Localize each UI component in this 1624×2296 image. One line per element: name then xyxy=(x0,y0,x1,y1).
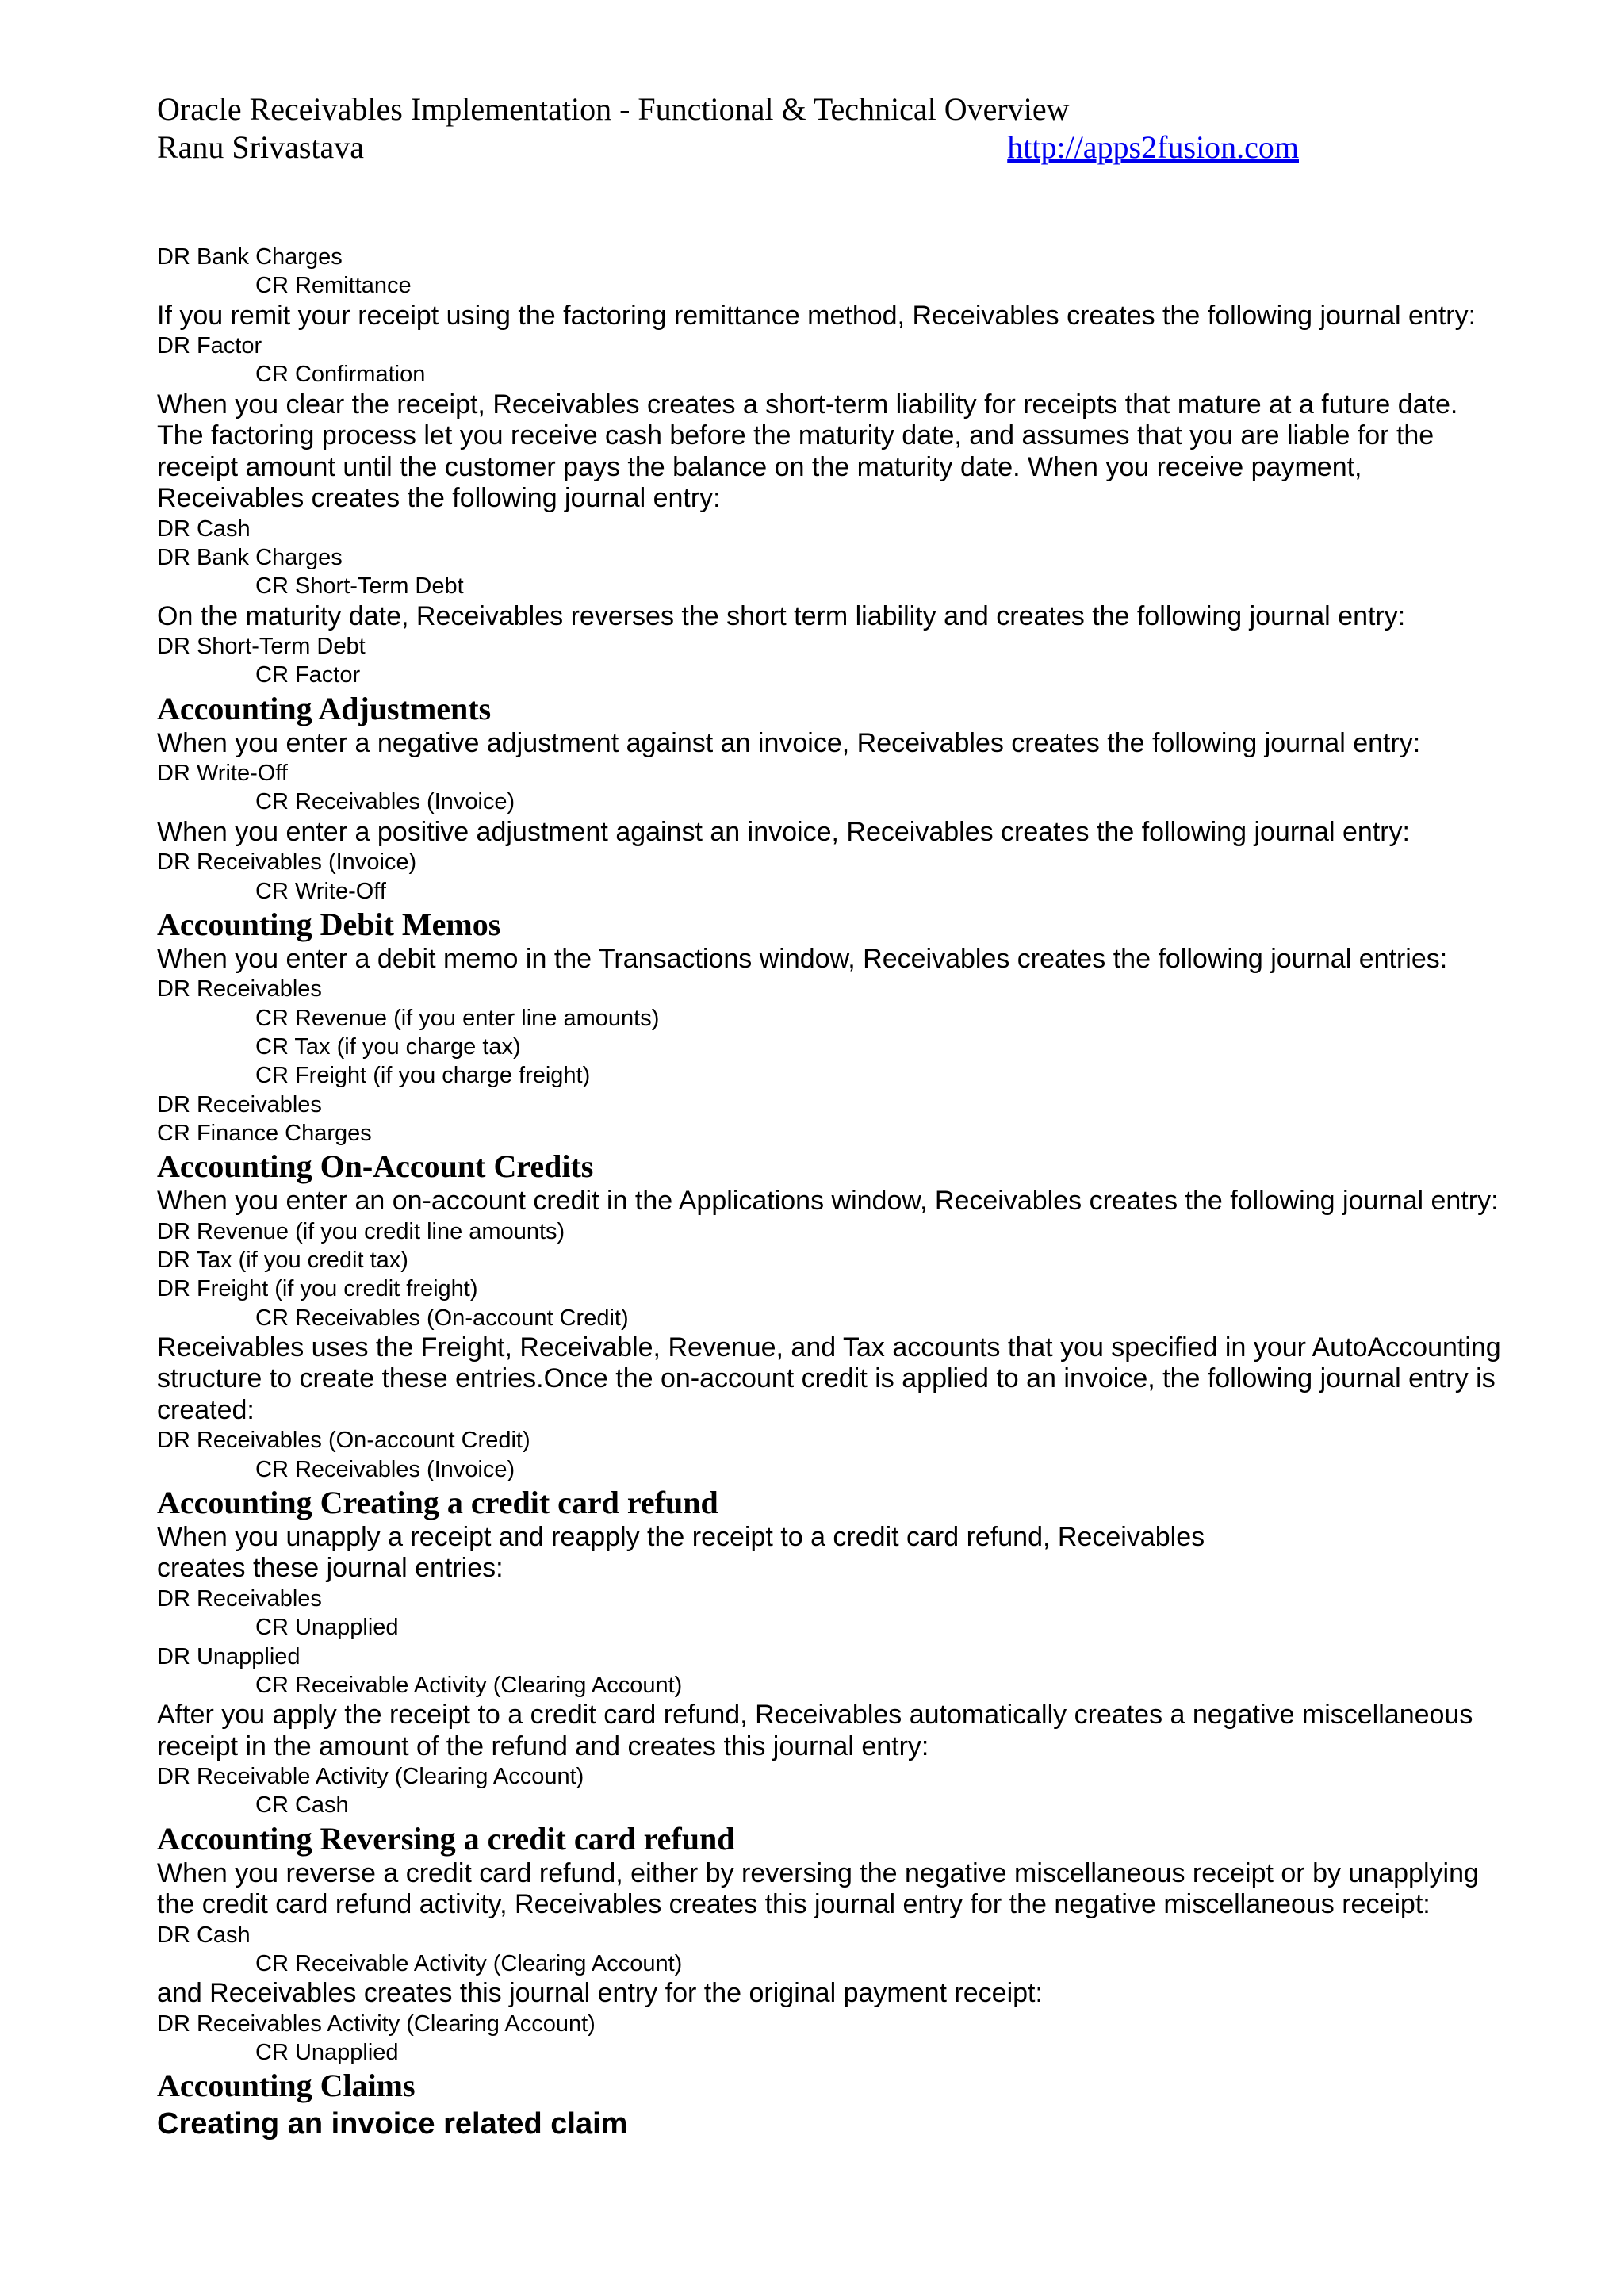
journal-entry-line: DR Tax (if you credit tax) xyxy=(157,1247,408,1273)
body-paragraph-line: receipt in the amount of the refund and creates this journal entry: xyxy=(157,1731,929,1761)
body-paragraph-line: When you enter a negative adjustment against an invoice, Receivables creates the following journal entry: xyxy=(157,727,1421,758)
section-heading: Accounting Claims xyxy=(157,2068,416,2104)
body-paragraph-line: Receivables creates the following journal entry: xyxy=(157,483,721,514)
section-heading: Accounting On-Account Credits xyxy=(157,1148,594,1185)
body-paragraph-line: structure to create these entries.Once the on-account credit is applied to an invoice, the following journal entry is xyxy=(157,1363,1496,1394)
journal-entry-credit-line: CR Unapplied xyxy=(255,2040,399,2066)
journal-entry-line: DR Unapplied xyxy=(157,1643,301,1669)
body-paragraph-line: If you remit your receipt using the factoring remittance method, Receivables creates the following journal entry: xyxy=(157,300,1477,331)
body-paragraph-line: When you enter an on-account credit in the Applications window, Receivables creates the following journal entry: xyxy=(157,1186,1499,1217)
section-heading: Accounting Reversing a credit card refund xyxy=(157,1820,735,1857)
section-heading: Accounting Creating a credit card refund xyxy=(157,1484,718,1520)
journal-entry-credit-line: CR Confirmation xyxy=(255,362,426,388)
body-paragraph-line: On the maturity date, Receivables reverses the short term liability and creates the following journal entry: xyxy=(157,600,1406,631)
journal-entry-line: DR Bank Charges xyxy=(157,244,343,270)
journal-entry-line: CR Finance Charges xyxy=(157,1120,372,1146)
journal-entry-credit-line: CR Receivables (Invoice) xyxy=(255,789,515,815)
body-paragraph-line: Receivables uses the Freight, Receivable, Revenue, and Tax accounts that you specified in your AutoAccounting xyxy=(157,1332,1501,1363)
website-link[interactable]: http://apps2fusion.com xyxy=(1007,129,1299,165)
journal-entry-credit-line: CR Receivables (Invoice) xyxy=(255,1456,515,1482)
body-paragraph-line: receipt amount until the customer pays the balance on the maturity date. When you receive payment, xyxy=(157,451,1362,482)
journal-entry-credit-line: CR Cash xyxy=(255,1792,349,1819)
body-paragraph-line: When you enter a debit memo in the Transactions window, Receivables creates the following journal entries: xyxy=(157,943,1448,974)
body-paragraph-line: After you apply the receipt to a credit card refund, Receivables automatically creates a negative miscellaneous xyxy=(157,1700,1473,1731)
body-paragraph-line: and Receivables creates this journal entry for the original payment receipt: xyxy=(157,1978,1043,2009)
journal-entry-credit-line: CR Receivables (On-account Credit) xyxy=(255,1305,629,1331)
header-title-row xyxy=(157,90,1299,128)
section-heading: Accounting Debit Memos xyxy=(157,906,501,942)
journal-entry-line: DR Revenue (if you credit line amounts) xyxy=(157,1218,565,1244)
journal-entry-credit-line: CR Receivable Activity (Clearing Account) xyxy=(255,1951,683,1976)
journal-entry-line: DR Receivables xyxy=(157,976,322,1002)
journal-entry-credit-line: CR Factor xyxy=(255,662,361,688)
document-body xyxy=(157,243,1553,2143)
subsection-heading: Creating an invoice related claim xyxy=(157,2107,628,2141)
journal-entry-credit-line: CR Short-Term Debt xyxy=(255,573,464,600)
body-paragraph-line: When you reverse a credit card refund, either by reversing the negative miscellaneous receipt or by unapplying xyxy=(157,1857,1479,1888)
journal-entry-line: DR Freight (if you credit freight) xyxy=(157,1276,478,1302)
page-header xyxy=(157,90,1299,167)
header-author-row xyxy=(157,128,1299,167)
journal-entry-credit-line: CR Tax (if you charge tax) xyxy=(255,1033,521,1060)
body-paragraph-line: the credit card refund activity, Receivables creates this journal entry for the negative miscellaneous receipt: xyxy=(157,1889,1431,1920)
body-paragraph-line: When you clear the receipt, Receivables creates a short-term liability for receipts that mature at a future date. xyxy=(157,389,1458,420)
journal-entry-credit-line: CR Write-Off xyxy=(255,878,386,904)
journal-entry-line: DR Receivables (On-account Credit) xyxy=(157,1428,530,1454)
journal-entry-line: DR Receivable Activity (Clearing Account) xyxy=(157,1764,584,1790)
journal-entry-credit-line: CR Revenue (if you enter line amounts) xyxy=(255,1005,660,1031)
journal-entry-line: DR Receivables xyxy=(157,1585,322,1612)
body-paragraph-line: When you unapply a receipt and reapply the receipt to a credit card refund, Receivables xyxy=(157,1521,1205,1552)
body-paragraph-line: created: xyxy=(157,1394,255,1425)
body-paragraph-line: The factoring process let you receive cash before the maturity date, and assumes that you are liable for the xyxy=(157,420,1434,451)
body-paragraph-line: creates these journal entries: xyxy=(157,1553,504,1584)
journal-entry-credit-line: CR Receivable Activity (Clearing Account) xyxy=(255,1672,683,1698)
journal-entry-line: DR Bank Charges xyxy=(157,544,343,570)
journal-entry-line: DR Write-Off xyxy=(157,761,288,787)
journal-entry-line: DR Receivables Activity (Clearing Account) xyxy=(157,2010,596,2037)
author-name: Ranu Srivastava xyxy=(157,129,365,165)
journal-entry-line: DR Cash xyxy=(157,516,251,542)
journal-entry-line: DR Receivables xyxy=(157,1091,322,1117)
section-heading: Accounting Adjustments xyxy=(157,690,492,726)
document-title: Oracle Receivables Implementation - Functional & Technical Overview xyxy=(157,91,1070,127)
journal-entry-line: DR Factor xyxy=(157,333,262,359)
body-paragraph-line: When you enter a positive adjustment against an invoice, Receivables creates the following journal entry: xyxy=(157,816,1410,847)
journal-entry-line: DR Cash xyxy=(157,1922,251,1948)
journal-entry-line: DR Short-Term Debt xyxy=(157,634,366,660)
journal-entry-line: DR Receivables (Invoice) xyxy=(157,849,417,876)
journal-entry-credit-line: CR Unapplied xyxy=(255,1615,399,1641)
journal-entry-credit-line: CR Remittance xyxy=(255,273,412,299)
journal-entry-credit-line: CR Freight (if you charge freight) xyxy=(255,1063,591,1089)
